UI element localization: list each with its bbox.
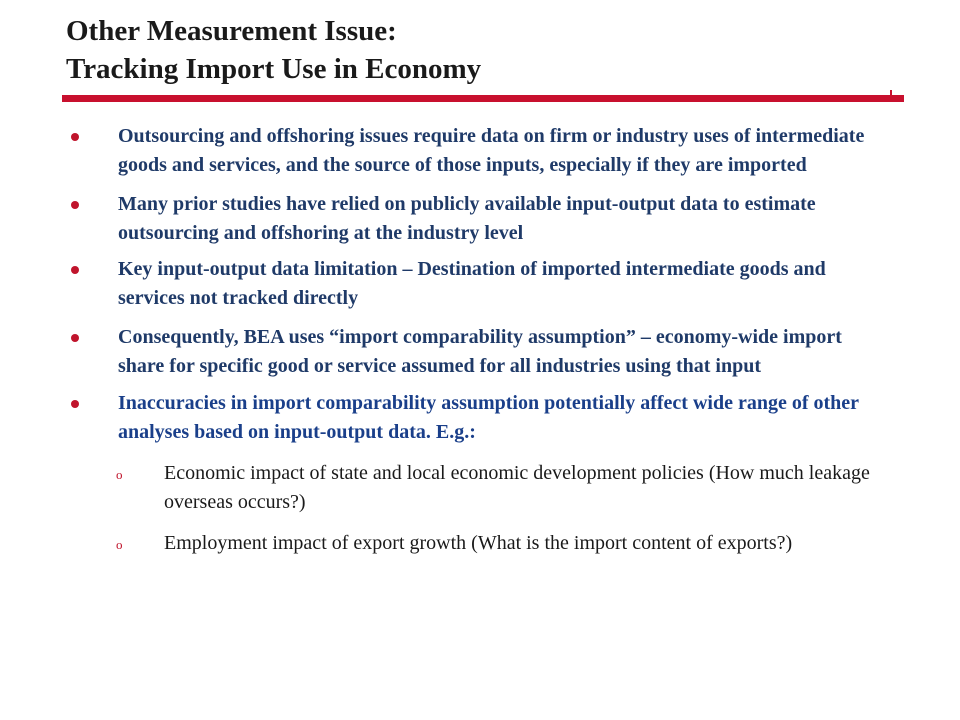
sub-bullet-text: Employment impact of export growth (What is the import content of exports?) (164, 532, 793, 554)
sub-bullet-circle-icon: o (116, 537, 123, 552)
slide-title (66, 12, 886, 88)
bullet-list (0, 122, 960, 558)
bullet-item (0, 389, 888, 447)
bullet-text: Key input-output data limitation – Destination of imported intermediate goods and services not tracked directly (118, 258, 826, 309)
bullet-dot-icon (71, 266, 79, 274)
bullet-item (0, 323, 888, 381)
bullet-text: Inaccuracies in import comparability assumption potentially affect wide range of other analyses based on input-output data. E.g.: (118, 392, 859, 443)
sub-bullet-item (0, 459, 904, 517)
sub-bullet-circle-icon: o (116, 467, 123, 482)
bullet-text: Many prior studies have relied on publicly available input-output data to estimate outsourcing and offshoring at the industry level (118, 193, 816, 244)
sub-bullet-item (0, 529, 904, 558)
bullet-text: Consequently, BEA uses “import comparability assumption” – economy-wide import share for specific good or service assumed for all industries using that input (118, 326, 842, 377)
bullet-dot-icon (71, 400, 79, 408)
bullet-dot-icon (71, 201, 79, 209)
bullet-dot-icon (71, 133, 79, 141)
title-line-2: Tracking Import Use in Economy (66, 53, 482, 85)
bullet-item (0, 255, 888, 313)
title-divider (62, 95, 904, 102)
sub-bullet-text: Economic impact of state and local economic development policies (How much leakage overseas occurs?) (164, 462, 870, 513)
bullet-item (0, 190, 888, 248)
bullet-item (0, 122, 888, 180)
title-divider-tick (890, 90, 892, 96)
bullet-text: Outsourcing and offshoring issues require data on firm or industry uses of intermediate goods and services, and the source of those inputs, especially if they are imported (118, 125, 865, 176)
bullet-dot-icon (71, 334, 79, 342)
title-line-1: Other Measurement Issue: (66, 15, 397, 47)
